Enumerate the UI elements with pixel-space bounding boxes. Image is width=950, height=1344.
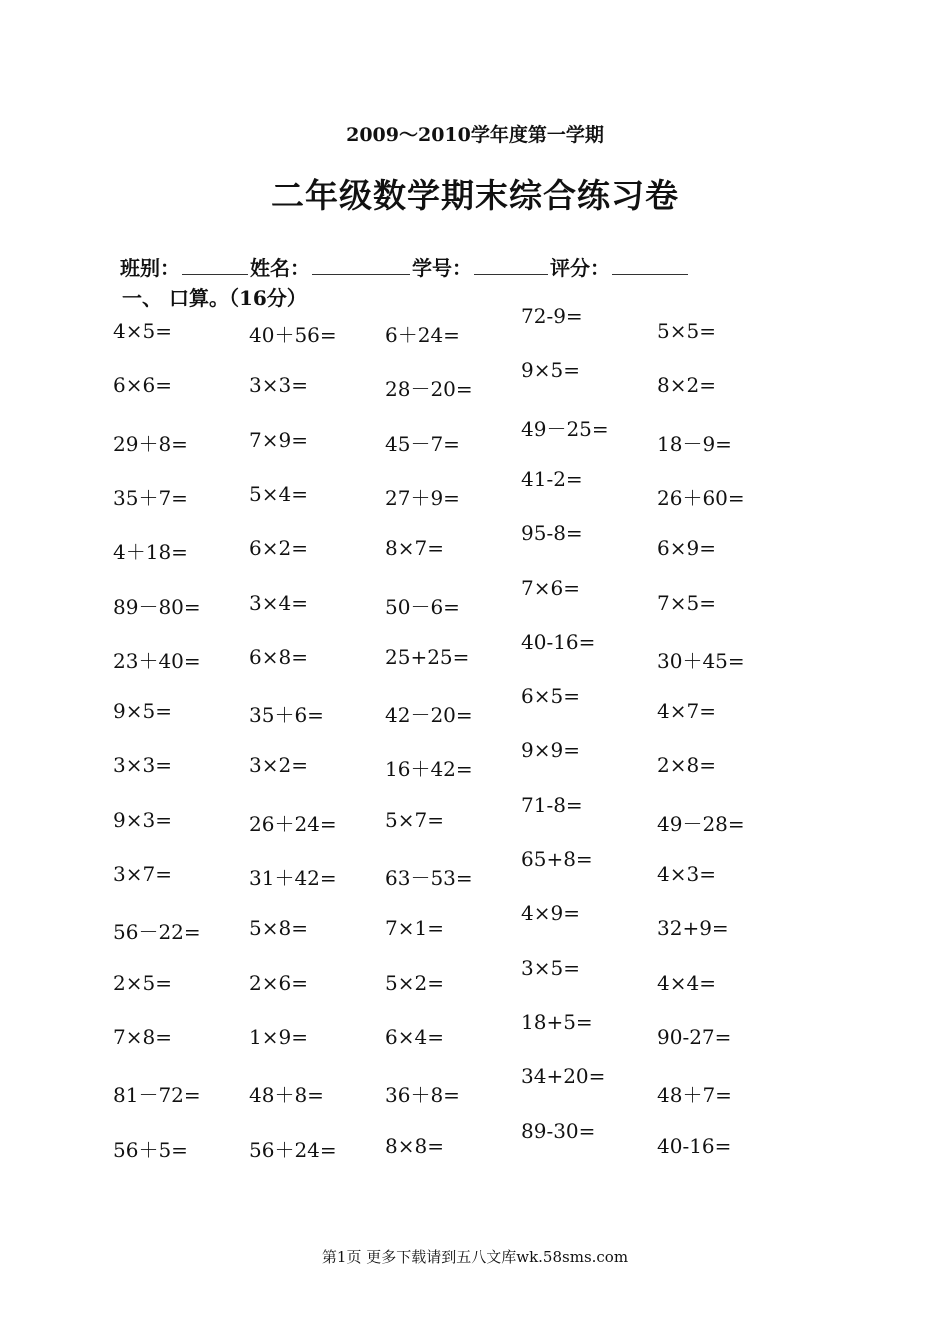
exercise-item: 63－53= (385, 866, 473, 890)
exercise-item: 4×3= (657, 862, 716, 886)
exercise-item: 89－80= (113, 595, 201, 619)
page-footer: 第1页 更多下载请到五八文库wk.58sms.com (321, 1248, 629, 1266)
exercise-item: 72-9= (521, 304, 583, 328)
exercise-item: 31＋42= (249, 866, 337, 890)
exercise-item: 9×9= (521, 738, 580, 762)
score-blank[interactable] (612, 256, 688, 275)
exercise-item: 6×8= (249, 645, 308, 669)
exercise-item: 6×4= (385, 1025, 444, 1049)
exercise-item: 4×7= (657, 699, 716, 723)
exercise-item: 7×6= (521, 576, 580, 600)
exercise-item: 23＋40= (113, 649, 201, 673)
exercise-item: 6×5= (521, 684, 580, 708)
exercise-item: 56＋24= (249, 1138, 337, 1162)
exercise-item: 7×1= (385, 916, 444, 940)
exercise-item: 5×7= (385, 808, 444, 832)
exercise-item: 30＋45= (657, 649, 745, 673)
exercise-item: 40-16= (521, 630, 596, 654)
exercise-item: 9×5= (113, 699, 172, 723)
exercise-item: 4×9= (521, 901, 580, 925)
exercise-item: 25+25= (385, 645, 470, 669)
page-title: 二年级数学期末综合练习卷 (271, 176, 679, 215)
exercise-item: 4×4= (657, 971, 716, 995)
exercise-item: 1×9= (249, 1025, 308, 1049)
exercise-item: 35＋7= (113, 486, 188, 510)
exercise-item: 26＋24= (249, 812, 337, 836)
exercise-item: 3×3= (249, 373, 308, 397)
exercise-item: 16＋42= (385, 757, 473, 781)
exercise-item: 41-2= (521, 467, 583, 491)
number-label: 学号： (412, 256, 472, 280)
exercise-item: 7×5= (657, 591, 716, 615)
exercise-item: 6×9= (657, 536, 716, 560)
exercise-item: 90-27= (657, 1025, 732, 1049)
exercise-item: 2×5= (113, 971, 172, 995)
exercise-item: 18－9= (657, 432, 732, 456)
exercise-item: 4＋18= (113, 540, 188, 564)
exercise-item: 42－20= (385, 703, 473, 727)
exercise-item: 50－6= (385, 595, 460, 619)
exercise-item: 6×6= (113, 373, 172, 397)
exercise-item: 5×2= (385, 971, 444, 995)
exercise-item: 6＋24= (385, 323, 460, 347)
exercise-item: 48＋8= (249, 1083, 324, 1107)
score-label: 评分： (550, 256, 610, 280)
student-info-row (120, 252, 690, 281)
exercise-item: 8×2= (657, 373, 716, 397)
exercise-item: 8×7= (385, 536, 444, 560)
exercise-item: 7×9= (249, 428, 308, 452)
exercise-item: 95-8= (521, 521, 583, 545)
class-label: 班别： (120, 256, 180, 280)
exercise-item: 8×8= (385, 1134, 444, 1158)
exercise-item: 45－7= (385, 432, 460, 456)
exercise-item: 4×5= (113, 319, 172, 343)
exercise-item: 2×8= (657, 753, 716, 777)
exercise-item: 81－72= (113, 1083, 201, 1107)
exercise-item: 89-30= (521, 1119, 596, 1143)
exercise-item: 5×4= (249, 482, 308, 506)
exercise-item: 49－28= (657, 812, 745, 836)
exercise-item: 3×5= (521, 956, 580, 980)
exercise-item: 32+9= (657, 916, 729, 940)
exercise-item: 3×7= (113, 862, 172, 886)
exercise-item: 9×5= (521, 358, 580, 382)
section-heading-oral-calculation: 一、 口算。（16分） (122, 286, 307, 310)
exercise-item: 34+20= (521, 1064, 606, 1088)
exercise-item: 71-8= (521, 793, 583, 817)
subtitle: 2009～2010学年度第一学期 (346, 124, 604, 146)
exercise-item: 48＋7= (657, 1083, 732, 1107)
exercise-item: 27＋9= (385, 486, 460, 510)
exercise-item: 3×3= (113, 753, 172, 777)
name-label: 姓名： (250, 256, 310, 280)
class-blank[interactable] (182, 256, 248, 275)
exercise-item: 5×8= (249, 916, 308, 940)
exercise-item: 65+8= (521, 847, 593, 871)
name-blank[interactable] (312, 256, 410, 275)
exercise-item: 9×3= (113, 808, 172, 832)
exercise-item: 40＋56= (249, 323, 337, 347)
exercise-item: 56－22= (113, 920, 201, 944)
exercise-item: 2×6= (249, 971, 308, 995)
exercise-item: 18+5= (521, 1010, 593, 1034)
exercise-item: 56＋5= (113, 1138, 188, 1162)
exercise-item: 6×2= (249, 536, 308, 560)
exercise-item: 36＋8= (385, 1083, 460, 1107)
exercise-item: 3×2= (249, 753, 308, 777)
exercise-item: 49－25= (521, 417, 609, 441)
exercise-item: 5×5= (657, 319, 716, 343)
exercise-item: 26＋60= (657, 486, 745, 510)
exercise-item: 7×8= (113, 1025, 172, 1049)
exercise-item: 35＋6= (249, 703, 324, 727)
exercise-item: 3×4= (249, 591, 308, 615)
exercise-item: 28－20= (385, 377, 473, 401)
exercise-item: 29＋8= (113, 432, 188, 456)
exercise-item: 40-16= (657, 1134, 732, 1158)
number-blank[interactable] (474, 256, 548, 275)
